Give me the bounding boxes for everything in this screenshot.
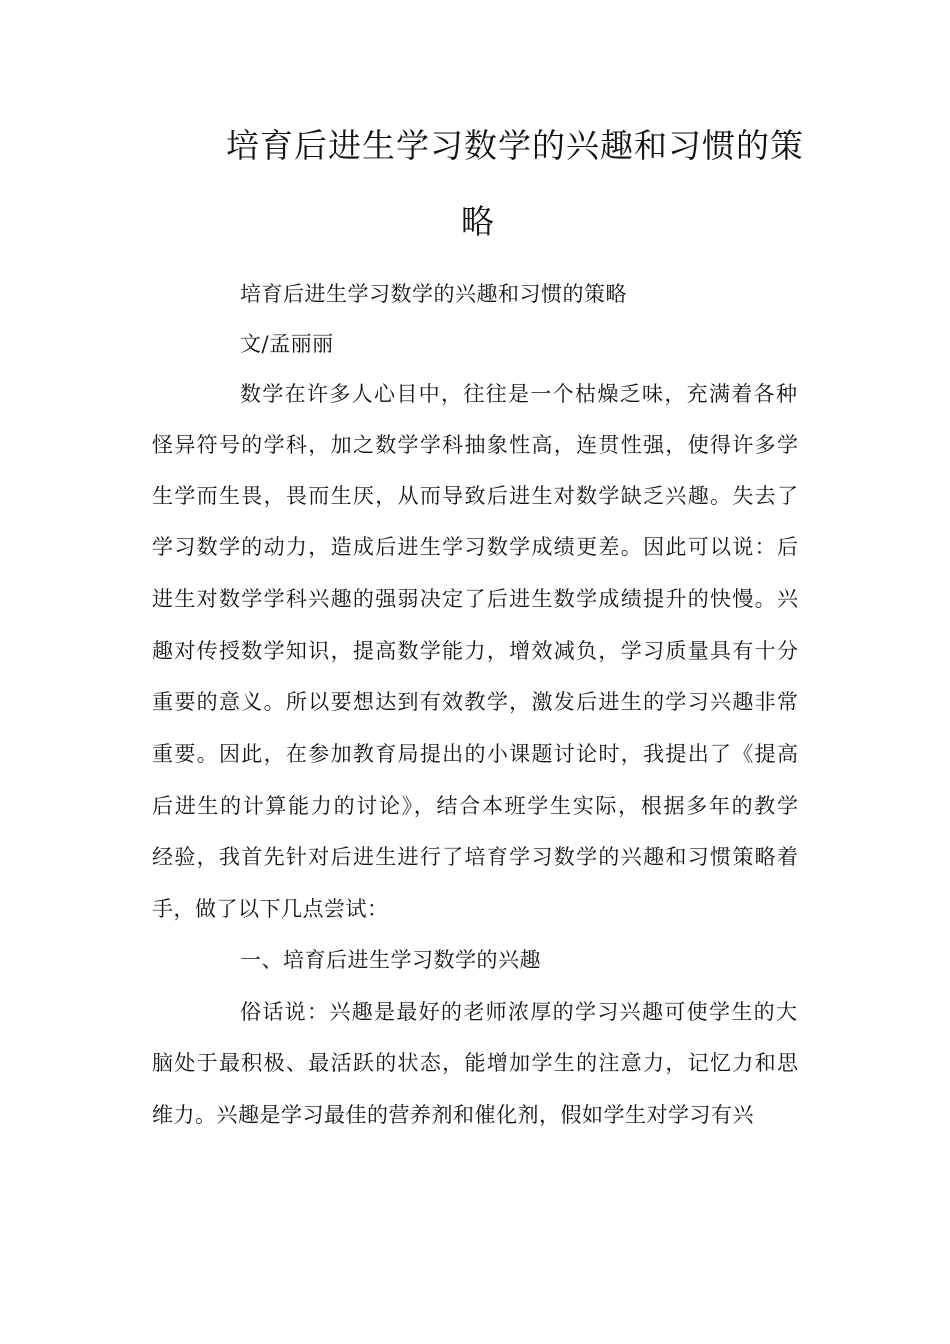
paragraph-line: 进生对数学学科兴趣的强弱决定了后进生数学成绩提升的快慢。兴 xyxy=(152,587,798,611)
paragraph-line: 生学而生畏，畏而生厌，从而导致后进生对数学缺乏兴趣。失去了 xyxy=(152,484,798,508)
section-heading: 一、培育后进生学习数学的兴趣 xyxy=(240,948,541,972)
paragraph-line: 俗话说：兴趣是最好的老师浓厚的学习兴趣可使学生的大 xyxy=(240,1000,797,1024)
paragraph-line: 重要的意义。所以要想达到有效教学，激发后进生的学习兴趣非常 xyxy=(152,690,798,714)
paragraph-line: 脑处于最积极、最活跃的状态，能增加学生的注意力，记忆力和思 xyxy=(152,1051,798,1075)
paragraph-line: 后进生的计算能力的讨论》，结合本班学生实际，根据多年的教学 xyxy=(152,794,798,818)
paragraph-line: 趣对传授数学知识，提高数学能力，增效减负，学习质量具有十分 xyxy=(152,639,798,663)
paragraph-line: 怪异符号的学科，加之数学学科抽象性高，连贯性强，使得许多学 xyxy=(152,433,798,457)
paragraph-line: 学习数学的动力，造成后进生学习数学成绩更差。因此可以说：后 xyxy=(152,535,798,559)
document-title-line-2: 略 xyxy=(461,202,495,241)
author-line: 文/孟丽丽 xyxy=(240,332,334,356)
subtitle: 培育后进生学习数学的兴趣和习惯的策略 xyxy=(240,282,627,306)
paragraph-line: 数学在许多人心目中，往往是一个枯燥乏味，充满着各种 xyxy=(240,382,797,406)
paragraph-line: 手，做了以下几点尝试： xyxy=(152,897,389,921)
paragraph-line: 重要。因此，在参加教育局提出的小课题讨论时，我提出了《提高 xyxy=(152,742,798,766)
document-title-line-1: 培育后进生学习数学的兴趣和习惯的策 xyxy=(226,126,804,165)
paragraph-line: 经验，我首先针对后进生进行了培育学习数学的兴趣和习惯策略着 xyxy=(152,845,798,869)
paragraph-line: 维力。兴趣是学习最佳的营养剂和催化剂，假如学生对学习有兴 xyxy=(152,1103,754,1127)
